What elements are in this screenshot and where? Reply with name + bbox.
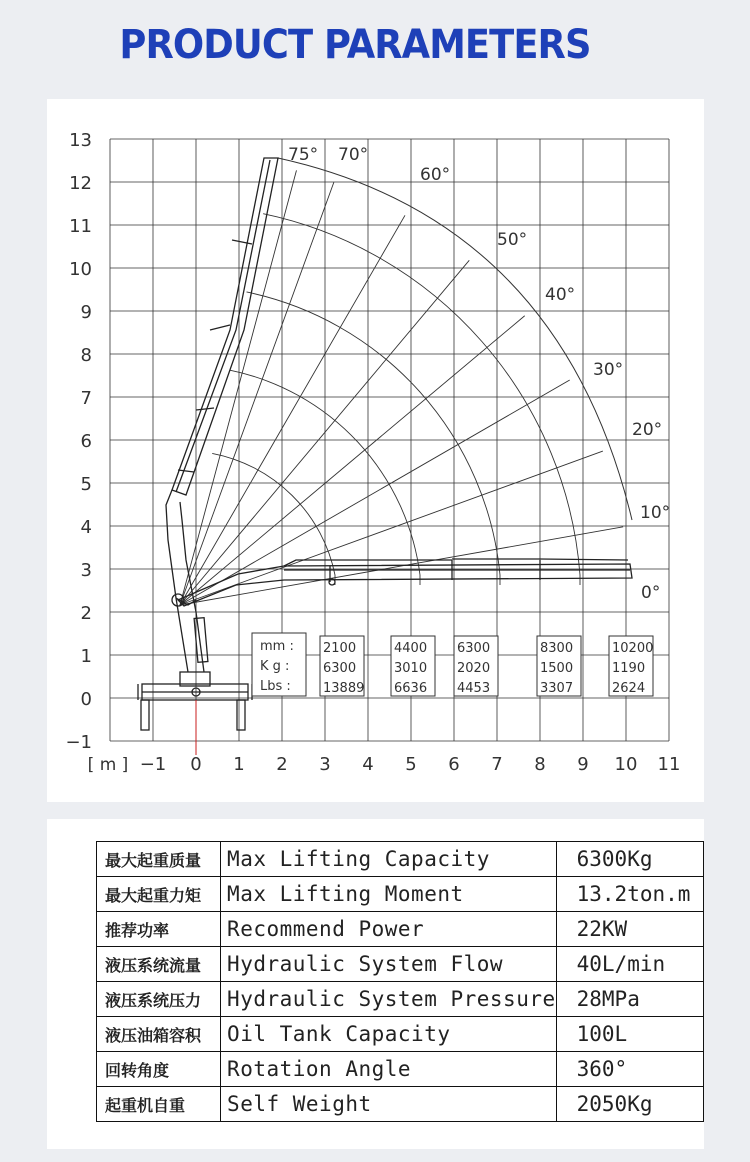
radius-arcs [212, 158, 632, 585]
x-tick-label: 11 [657, 754, 681, 775]
load-value: 13889 [323, 681, 365, 696]
load-value: 8300 [540, 641, 574, 656]
load-value: 10200 [612, 641, 654, 656]
spec-label-en: Hydraulic System Pressure [221, 982, 557, 1017]
spec-label-en: Max Lifting Moment [221, 877, 557, 912]
spec-label-en: Oil Tank Capacity [221, 1017, 557, 1052]
angle-label: 10° [640, 503, 671, 523]
load-chart [252, 633, 653, 696]
angle-label: 50° [497, 230, 528, 250]
load-value: 6300 [457, 641, 491, 656]
page-title: PRODUCT PARAMETERS [119, 22, 591, 68]
spec-row [97, 912, 704, 947]
load-value: 1190 [612, 661, 646, 676]
spec-label-zh: 液压油箱容积 [97, 1017, 221, 1052]
spec-value: 28MPa [556, 982, 703, 1017]
envelope-arc [278, 158, 632, 520]
y-tick-label: 2 [80, 603, 92, 624]
x-tick-label: 7 [491, 754, 503, 775]
load-value: 3010 [394, 661, 428, 676]
spec-value: 2050Kg [556, 1087, 703, 1122]
spec-row [97, 1052, 704, 1087]
load-legend-label: K g : [260, 659, 290, 674]
load-value: 4453 [457, 681, 491, 696]
spec-label-en: Rotation Angle [221, 1052, 557, 1087]
spec-value: 100L [556, 1017, 703, 1052]
spec-table [96, 841, 704, 1122]
grid [110, 139, 669, 741]
crane-base [138, 672, 252, 755]
y-tick-label: 10 [69, 259, 92, 280]
spec-label-en: Recommend Power [221, 912, 557, 947]
angle-label: 75° [288, 145, 319, 165]
spec-row [97, 982, 704, 1017]
spec-label-zh: 最大起重质量 [97, 842, 221, 877]
x-tick-label: 0 [190, 754, 202, 775]
x-tick-label: 6 [448, 754, 460, 775]
angle-label: 0° [641, 583, 661, 603]
load-value: 1500 [540, 661, 574, 676]
angle-label: 30° [593, 360, 624, 380]
x-tick-label: 8 [534, 754, 546, 775]
x-tick-label: 9 [577, 754, 589, 775]
load-value: 4400 [394, 641, 428, 656]
angle-labels [288, 145, 670, 603]
angle-ray [180, 215, 405, 605]
load-value: 3307 [540, 681, 574, 696]
load-value: 2624 [612, 681, 646, 696]
spec-value: 13.2ton.m [556, 877, 703, 912]
spec-label-zh: 回转角度 [97, 1052, 221, 1087]
y-tick-label: 11 [69, 216, 92, 237]
angle-label: 20° [632, 420, 663, 440]
spec-row [97, 1087, 704, 1122]
load-value: 6300 [323, 661, 357, 676]
spec-label-zh: 液压系统流量 [97, 947, 221, 982]
spec-row [97, 947, 704, 982]
spec-value: 6300Kg [556, 842, 703, 877]
spec-label-zh: 起重机自重 [97, 1087, 221, 1122]
load-value: 6636 [394, 681, 428, 696]
spec-row [97, 1017, 704, 1052]
spec-label-zh: 推荐功率 [97, 912, 221, 947]
y-tick-label: 3 [80, 560, 92, 581]
y-tick-label: 12 [69, 173, 92, 194]
angle-label: 70° [338, 145, 369, 165]
y-tick-label: 8 [80, 345, 92, 366]
x-tick-label: 4 [362, 754, 374, 775]
load-value: 2020 [457, 661, 491, 676]
angle-ray [180, 170, 296, 605]
spec-label-zh: 最大起重力矩 [97, 877, 221, 912]
angle-label: 60° [420, 165, 451, 185]
y-tick-label: 13 [69, 130, 92, 151]
y-tick-label: 9 [80, 302, 92, 323]
angle-ray [180, 380, 570, 605]
spec-row [97, 842, 704, 877]
radius-arc [247, 292, 500, 585]
spec-label-zh: 液压系统压力 [97, 982, 221, 1017]
y-tick-label: 0 [80, 689, 92, 710]
angle-label: 40° [545, 285, 576, 305]
x-tick-label: −1 [139, 754, 167, 775]
spec-value: 22KW [556, 912, 703, 947]
axis-labels [65, 130, 680, 775]
angle-ray [180, 451, 603, 605]
diagram-panel [47, 99, 704, 802]
spec-value: 360° [556, 1052, 703, 1087]
y-tick-label: 7 [80, 388, 92, 409]
load-legend-label: Lbs : [260, 679, 291, 694]
x-tick-label: 10 [614, 754, 638, 775]
spec-label-en: Hydraulic System Flow [221, 947, 557, 982]
y-tick-label: 1 [80, 646, 92, 667]
x-tick-label: 3 [319, 754, 331, 775]
angle-ray [180, 316, 525, 605]
angle-rays [180, 170, 623, 605]
y-tick-label: 6 [80, 431, 92, 452]
load-legend-label: mm : [260, 639, 294, 654]
spec-label-en: Max Lifting Capacity [221, 842, 557, 877]
x-tick-label: 1 [233, 754, 245, 775]
x-unit-label: [ m ] [87, 755, 129, 775]
spec-table-panel [47, 819, 704, 1149]
y-tick-label: 4 [80, 517, 92, 538]
spec-row [97, 877, 704, 912]
x-tick-label: 2 [276, 754, 288, 775]
y-tick-label: −1 [65, 732, 92, 753]
spec-value: 40L/min [556, 947, 703, 982]
x-tick-label: 5 [405, 754, 417, 775]
load-value: 2100 [323, 641, 357, 656]
angle-ray [180, 182, 334, 605]
y-tick-label: 5 [80, 474, 92, 495]
spec-label-en: Self Weight [221, 1087, 557, 1122]
